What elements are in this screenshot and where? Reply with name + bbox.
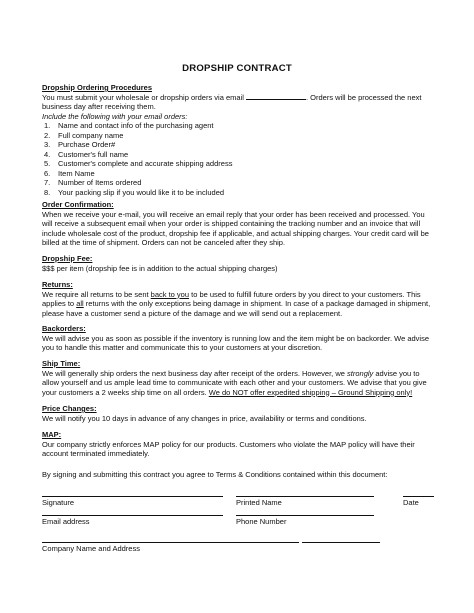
phone-line	[236, 515, 374, 516]
returns-line-2	[42, 299, 450, 309]
list-item	[42, 178, 450, 188]
shiptime-line-1-b: advise you to	[373, 368, 420, 378]
confirmation-line: will receive a subsequent email when your order is shipped containing the tracking number and an invoice that will	[42, 219, 421, 228]
returns-section	[42, 280, 450, 318]
list-item-text: Your packing slip if you would like it to be included	[58, 187, 225, 197]
backorders-line: We will advise you as soon as possible if the inventory is running low and the item might be on backorder. We advise	[42, 333, 430, 343]
map-section	[42, 430, 450, 459]
shiptime-line-1-a: We will generally ship orders the next business day after receipt of the orders. However, we	[42, 368, 348, 378]
date-label: Date	[403, 498, 419, 507]
list-item-number: 2.	[44, 130, 51, 140]
fee-section	[42, 254, 450, 273]
list-item-number: 5.	[44, 159, 51, 168]
shiptime-line-3-a: your customers a 2 weeks ship time on all orders.	[42, 387, 209, 397]
ordering-line-2: business day after receiving them.	[42, 102, 156, 111]
list-item-text: Number of Items ordered	[58, 178, 142, 187]
date-line	[403, 496, 434, 497]
list-item	[42, 140, 450, 150]
signature-label: Signature	[42, 498, 75, 507]
printed-name-label: Printed Name	[236, 498, 282, 507]
ordering-list	[42, 121, 450, 197]
email-line	[42, 515, 223, 516]
email-label: Email address	[42, 517, 90, 526]
list-item-text: Customer's complete and accurate shipping address	[58, 159, 233, 168]
confirmation-line: include wholesale cost of the product, dropship fee if applicable, and actual shipping charges. Your credit card will be	[42, 228, 429, 238]
returns-line-1	[42, 290, 450, 300]
list-item-text: Full company name	[58, 130, 124, 140]
returns-line-1-a: We require all returns to be sent	[42, 289, 151, 299]
list-item	[42, 188, 450, 198]
backorders-section	[42, 324, 450, 353]
map-line: Our company strictly enforces MAP policy for our products. Customers who violate the MAP policy will have their	[42, 439, 415, 449]
ordering-line-1-a: You must submit your wholesale or dropship orders via email	[42, 92, 244, 102]
ordering-line-1	[42, 93, 450, 103]
returns-line-1-b: to be used to fulfill future orders by you direct to your customers. This	[189, 289, 421, 299]
list-item-number: 7.	[44, 178, 51, 187]
list-item-number: 1.	[44, 121, 51, 130]
company-label: Company Name and Address	[42, 544, 140, 553]
list-item-number: 4.	[44, 149, 51, 159]
returns-line-3: please have a customer send a picture of the damage and we will send out a replacement.	[42, 308, 343, 318]
confirmation-line: billed at the time of shipment. Orders can not be canceled after they ship.	[42, 238, 286, 247]
confirmation-section	[42, 200, 450, 248]
returns-line-1-underlined: back to you	[150, 289, 190, 299]
shiptime-section	[42, 359, 450, 397]
list-item-text: Item Name	[58, 168, 95, 178]
list-item-text: Purchase Order#	[58, 140, 116, 149]
map-heading: MAP:	[42, 430, 62, 439]
returns-line-2-b: returns with the only exceptions being damage in shipment. In case of a package damaged in shipment,	[83, 299, 431, 308]
shiptime-line-1	[42, 369, 450, 379]
backorders-heading: Backorders:	[42, 324, 86, 333]
confirmation-line: When we receive your e-mail, you will receive an email reply that your order has been received and processed. You	[42, 209, 425, 219]
list-item-number: 6.	[44, 168, 51, 178]
list-item	[42, 131, 450, 141]
shiptime-heading: Ship Time:	[42, 359, 81, 368]
agreement-line: By signing and submitting this contract you agree to Terms & Conditions contained within this document:	[42, 470, 388, 479]
map-line: account terminated immediately.	[42, 449, 150, 458]
signature-line	[42, 496, 223, 497]
list-item	[42, 169, 450, 179]
shiptime-line-2: allow yourself and us ample lead time to communicate with each other and your customers. We advise that you give	[42, 378, 427, 387]
returns-line-2-a: applies to	[42, 299, 77, 308]
ordering-heading: Dropship Ordering Procedures	[42, 83, 153, 92]
fee-line: $$$ per item (dropship fee is in addition to the actual shipping charges)	[42, 263, 278, 273]
document-title: DROPSHIP CONTRACT	[182, 63, 292, 74]
list-item-number: 3.	[44, 140, 51, 149]
returns-heading: Returns:	[42, 280, 73, 289]
ordering-include: Include the following with your email orders:	[42, 111, 188, 121]
company-line	[42, 542, 299, 543]
list-item-text: Name and contact info of the purchasing agent	[58, 121, 214, 130]
shiptime-line-3	[42, 388, 450, 398]
confirmation-heading: Order Confirmation:	[42, 200, 114, 209]
backorders-line: you to handle this matter and communicate this to your customers at your discretion.	[42, 343, 323, 352]
list-item-text: Customer's full name	[58, 149, 129, 159]
phone-label: Phone Number	[236, 517, 287, 526]
ordering-section	[42, 83, 450, 197]
agreement-section	[42, 470, 450, 480]
returns-line-2-underlined: all	[76, 299, 84, 308]
ordering-line-1-b: . Orders will be processed the next	[306, 92, 422, 102]
shiptime-line-1-italic: strongly	[347, 368, 374, 378]
email-blank	[246, 93, 306, 100]
list-item-number: 8.	[44, 187, 51, 197]
list-item	[42, 121, 450, 131]
company-line-2	[302, 542, 380, 543]
price-section	[42, 404, 450, 423]
shiptime-line-3-underlined: We do NOT offer expedited shipping – Ground Shipping only!	[208, 387, 413, 397]
printed-name-line	[236, 496, 374, 497]
list-item	[42, 150, 450, 160]
list-item	[42, 159, 450, 169]
price-heading: Price Changes:	[42, 404, 97, 413]
fee-heading: Dropship Fee:	[42, 254, 93, 263]
price-line: We will notify you 10 days in advance of any changes in price, availability or terms and conditions.	[42, 413, 367, 423]
